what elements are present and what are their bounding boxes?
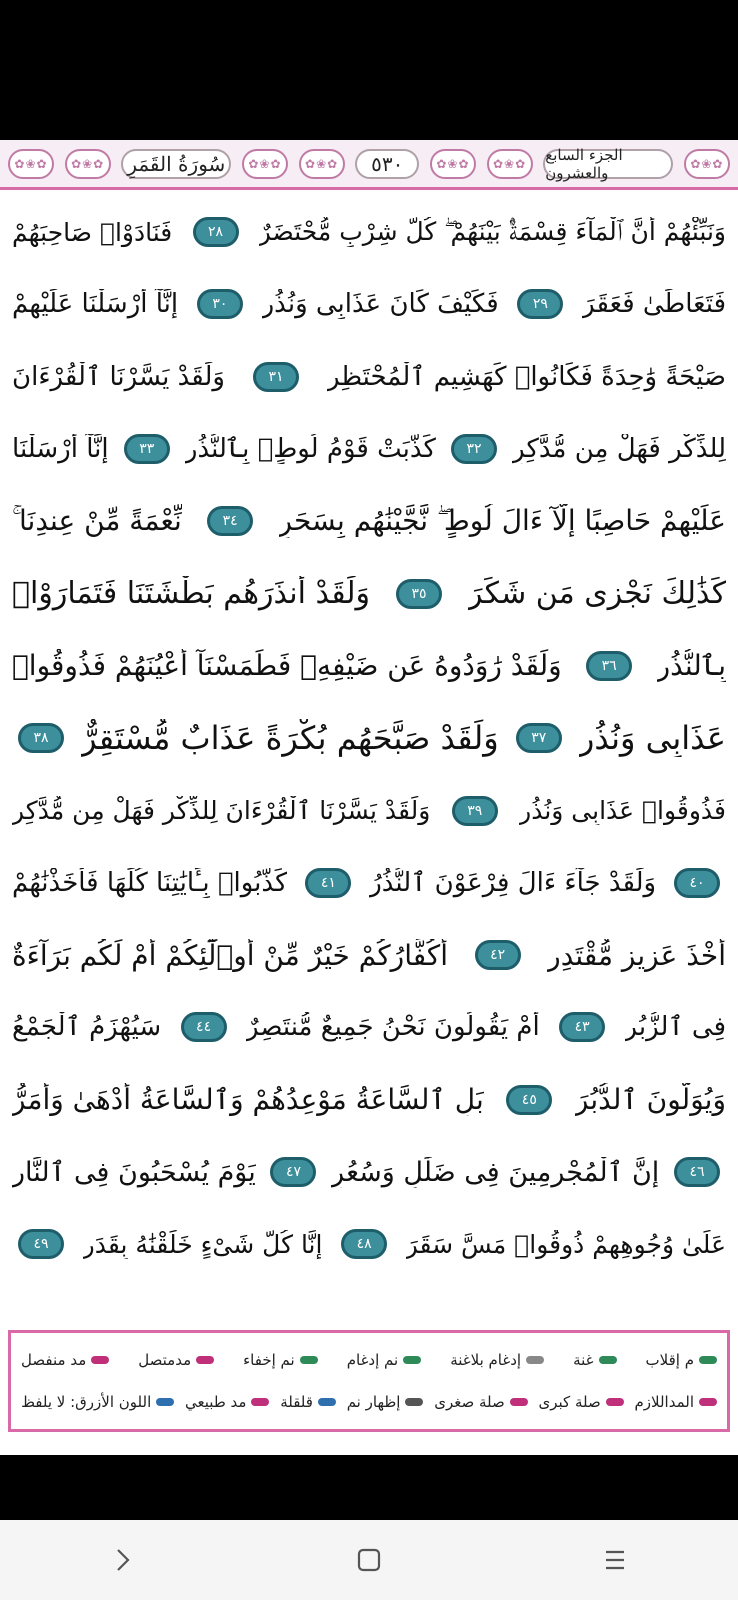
legend-item — [243, 1351, 318, 1369]
legend-swatch-icon — [526, 1356, 544, 1364]
header-ornament-icon: ✿❀✿ — [684, 149, 730, 179]
verse-text: فِى ٱلزُّبُرِ — [624, 1012, 726, 1043]
ayah-number-marker[interactable]: ٤١ — [305, 868, 351, 898]
verse-text: أَخْذَ عَزِيزٍ مُّقْتَدِرٍ — [547, 938, 726, 972]
ayah-number-marker[interactable]: ٤٦ — [674, 1157, 720, 1187]
text-line — [12, 1064, 726, 1136]
legend-row — [21, 1381, 717, 1423]
surah-name: سُورَةُ القَمَرِ — [121, 149, 231, 179]
verse-text: كَذَٰلِكَ نَجْزِى مَن شَكَرَ — [468, 576, 726, 612]
legend-item — [347, 1393, 424, 1411]
ayah-number-marker[interactable]: ٣٢ — [451, 434, 497, 464]
legend-item — [539, 1393, 624, 1411]
verse-text: فَكَيْفَ كَانَ عَذَابِى وَنُذُرِ — [261, 289, 499, 320]
back-button[interactable] — [93, 1535, 153, 1585]
legend-swatch-icon — [156, 1398, 174, 1406]
page-number: ٥٣٠ — [355, 149, 419, 179]
legend-swatch-icon — [405, 1398, 423, 1406]
text-line — [12, 557, 726, 629]
header-ornament-icon: ✿❀✿ — [430, 149, 476, 179]
legend-label: نم إخفاء — [243, 1351, 295, 1369]
mushaf-page — [0, 140, 738, 1455]
legend-swatch-icon — [300, 1356, 318, 1364]
verse-text: وَنَبِّئْهُمْ أَنَّ ٱلْمَآءَ قِسْمَةٌۢ بَيْنَهُمْ ۖ كُلُّ شِرْبٍ مُّحْتَضَرٌ — [258, 217, 726, 247]
ayah-number-marker[interactable]: ٤٧ — [270, 1157, 316, 1187]
legend-swatch-icon — [318, 1398, 336, 1406]
legend-item — [434, 1393, 528, 1411]
verse-text: بِٱلنُّذُرِ — [656, 649, 726, 683]
text-line — [12, 991, 726, 1063]
legend-item — [185, 1393, 269, 1411]
legend-label: إدغام بلاغنة — [450, 1351, 522, 1369]
verse-text: إِنَّآ أَرْسَلْنَا عَلَيْهِمْ — [12, 289, 179, 320]
verse-text: عَلَىٰ وُجُوهِهِمْ ذُوقُوا۟ مَسَّ سَقَرَ — [405, 1229, 726, 1259]
recents-button[interactable] — [585, 1535, 645, 1585]
text-line — [12, 341, 726, 413]
legend-label: مد منفصل — [21, 1351, 87, 1369]
verse-text: وَلَقَدْ أَنذَرَهُم بَطْشَتَنَا فَتَمَارَوْا۟ — [12, 576, 371, 612]
ayah-number-marker[interactable]: ٣٧ — [516, 723, 562, 753]
legend-swatch-icon — [699, 1356, 717, 1364]
ayah-number-marker[interactable]: ٣٦ — [586, 651, 632, 681]
verse-text: لِلذِّكْرِ فَهَلْ مِن مُّدَّكِرٍ — [512, 434, 726, 465]
text-line — [12, 1136, 726, 1208]
ayah-number-marker[interactable]: ٣٣ — [124, 434, 170, 464]
verse-text: أَمْ يَقُولُونَ نَحْنُ جَمِيعٌ مُّنتَصِرٌ — [245, 1012, 540, 1043]
text-line — [12, 196, 726, 268]
ayah-number-marker[interactable]: ٣١ — [253, 362, 299, 392]
verse-text: فَنَادَوْا۟ صَاحِبَهُمْ — [12, 217, 173, 247]
header-ornament-icon: ✿❀✿ — [487, 149, 533, 179]
verse-text: يَوْمَ يُسْحَبُونَ فِى ٱلنَّارِ — [12, 1156, 256, 1188]
ayah-number-marker[interactable]: ٤٢ — [475, 940, 521, 970]
legend-label: اللون الأزرق: لا يلفظ — [21, 1393, 152, 1411]
chevron-right-icon — [112, 1546, 134, 1574]
legend-item — [573, 1351, 616, 1369]
text-line — [12, 268, 726, 340]
legend-swatch-icon — [606, 1398, 624, 1406]
verse-text: بَلِ ٱلسَّاعَةُ مَوْعِدُهُمْ وَٱلسَّاعَةُ أَدْهَىٰ وَأَمَرُّ — [12, 1083, 484, 1117]
home-button[interactable] — [339, 1535, 399, 1585]
legend-swatch-icon — [403, 1356, 421, 1364]
system-navigation-bar — [0, 1520, 738, 1600]
juz-name: الجزء السابع والعشرون — [543, 149, 673, 179]
legend-item — [21, 1393, 174, 1411]
legend-item — [280, 1393, 336, 1411]
verse-text: وَلَقَدْ صَبَّحَهُم بُكْرَةً عَذَابٌ مُّسْتَقِرٌّ — [81, 719, 499, 758]
verse-text: وَلَقَدْ جَآءَ ءَالَ فِرْعَوْنَ ٱلنُّذُرُ — [369, 867, 657, 898]
verse-text: عَلَيْهِمْ حَاصِبًا إِلَّآ ءَالَ لُوطٍ ۖ نَّجَّيْنَٰهُم بِسَحَرٍ — [278, 504, 726, 538]
header-ornament-icon: ✿❀✿ — [65, 149, 111, 179]
legend-row — [21, 1339, 717, 1381]
square-icon — [356, 1547, 382, 1573]
verse-text: أَكُفَّارُكُمْ خَيْرٌ مِّنْ أُو۟لَٰٓئِكُمْ أَمْ لَكُم بَرَآءَةٌ — [12, 938, 449, 972]
ayah-number-marker[interactable]: ٣٤ — [207, 506, 253, 536]
bottom-spacer — [0, 1455, 738, 1520]
verse-text: وَيُوَلُّونَ ٱلدُّبُرَ — [574, 1083, 726, 1117]
menu-lines-icon — [602, 1548, 628, 1572]
verse-text: كَذَّبَتْ قَوْمُ لُوطٍۭ بِٱلنُّذُرِ — [184, 434, 436, 465]
legend-label: غنة — [573, 1351, 594, 1369]
verse-text: صَيْحَةً وَٰحِدَةً فَكَانُوا۟ كَهَشِيمِ ٱلْمُحْتَظِرِ — [326, 361, 726, 392]
verse-text: وَلَقَدْ يَسَّرْنَا ٱلْقُرْءَانَ — [12, 361, 225, 392]
legend-item — [646, 1351, 717, 1369]
legend-item — [634, 1393, 717, 1411]
text-line — [12, 1208, 726, 1280]
ayah-number-marker[interactable]: ٤٣ — [559, 1012, 605, 1042]
ayah-number-marker[interactable]: ٣٠ — [197, 289, 243, 319]
legend-swatch-icon — [510, 1398, 528, 1406]
quran-text-body — [0, 196, 738, 1354]
text-line — [12, 630, 726, 702]
legend-label: مدمتصل — [138, 1351, 192, 1369]
text-line — [12, 413, 726, 485]
legend-item — [450, 1351, 544, 1369]
legend-label: نم إدغام — [346, 1351, 399, 1369]
ayah-number-marker[interactable]: ٢٨ — [193, 217, 239, 247]
verse-text: إِنَّ ٱلْمُجْرِمِينَ فِى ضَلَٰلٍ وَسُعُرٍ — [331, 1156, 660, 1188]
legend-label: المداللازم — [634, 1393, 694, 1411]
verse-text: وَلَقَدْ رَٰوَدُوهُ عَن ضَيْفِهِۦ فَطَمَسْنَآ أَعْيُنَهُمْ فَذُوقُوا۟ — [12, 649, 562, 683]
legend-swatch-icon — [599, 1356, 617, 1364]
legend-swatch-icon — [91, 1356, 109, 1364]
ayah-number-marker[interactable]: ٤٨ — [341, 1229, 387, 1259]
legend-swatch-icon — [251, 1398, 269, 1406]
ayah-number-marker[interactable]: ٢٩ — [517, 289, 563, 319]
ayah-number-marker[interactable]: ٤٤ — [181, 1012, 227, 1042]
text-line — [12, 919, 726, 991]
header-ornament-icon: ✿❀✿ — [8, 149, 54, 179]
verse-text: عَذَابِى وَنُذُرِ — [578, 719, 726, 758]
verse-text: فَتَعَاطَىٰ فَعَقَرَ — [582, 289, 726, 320]
ayah-number-marker[interactable]: ٤٥ — [506, 1085, 552, 1115]
text-line — [12, 485, 726, 557]
legend-swatch-icon — [196, 1356, 214, 1364]
ayah-number-marker[interactable]: ٤٩ — [18, 1229, 64, 1259]
page-header — [0, 140, 738, 190]
text-line — [12, 847, 726, 919]
ayah-number-marker[interactable]: ٣٩ — [452, 796, 498, 826]
status-bar-area — [0, 0, 738, 140]
ayah-number-marker[interactable]: ٤٠ — [674, 868, 720, 898]
legend-label: صلة صغرى — [434, 1393, 505, 1411]
legend-label: م إقلاب — [645, 1351, 694, 1369]
tajweed-legend — [8, 1330, 730, 1432]
verse-text: فَذُوقُوا۟ عَذَابِى وَنُذُرِ — [519, 796, 726, 826]
legend-swatch-icon — [699, 1398, 717, 1406]
verse-text: سَيُهْزَمُ ٱلْجَمْعُ — [12, 1012, 162, 1043]
ayah-number-marker[interactable]: ٣٥ — [396, 579, 442, 609]
legend-label: صلة كبرى — [538, 1393, 601, 1411]
verse-text: كَذَّبُوا۟ بِـَٔايَٰتِنَا كُلِّهَا فَأَخَذْنَٰهُمْ — [12, 867, 288, 898]
header-ornament-icon: ✿❀✿ — [299, 149, 345, 179]
legend-label: إظهار نم — [346, 1393, 401, 1411]
legend-item — [138, 1351, 214, 1369]
text-line — [12, 774, 726, 846]
ayah-number-marker[interactable]: ٣٨ — [18, 723, 64, 753]
text-line — [12, 702, 726, 774]
header-ornament-icon: ✿❀✿ — [242, 149, 288, 179]
verse-text: إِنَّآ أَرْسَلْنَا — [12, 434, 109, 465]
legend-label: قلقلة — [280, 1393, 313, 1411]
verse-text: وَلَقَدْ يَسَّرْنَا ٱلْقُرْءَانَ لِلذِّكْرِ فَهَلْ مِن مُّدَّكِرٍ — [12, 796, 431, 826]
legend-label: مد طبيعي — [185, 1393, 247, 1411]
verse-text: إِنَّا كُلَّ شَىْءٍ خَلَقْنَٰهُ بِقَدَرٍ — [82, 1229, 323, 1259]
legend-item — [347, 1351, 421, 1369]
legend-item — [21, 1351, 109, 1369]
verse-text: نِّعْمَةً مِّنْ عِندِنَا ۚ — [12, 504, 182, 538]
